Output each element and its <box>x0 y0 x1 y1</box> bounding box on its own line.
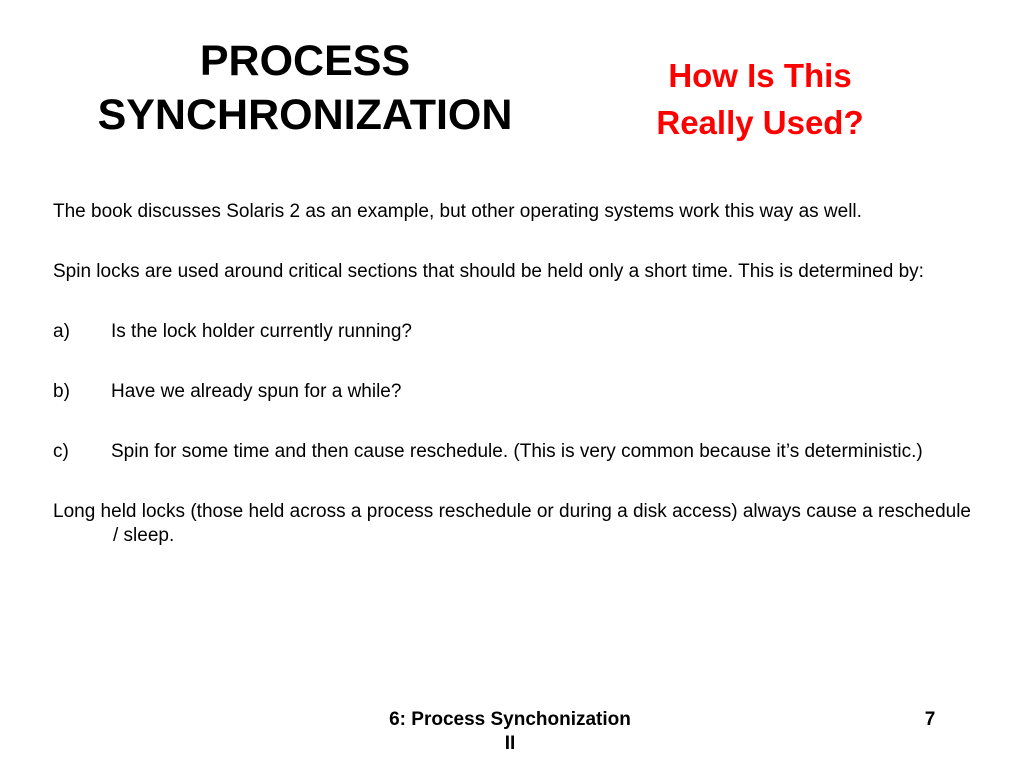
list-text: Spin for some time and then cause reschedule. (This is very common because it’s deterministic.) <box>111 441 923 462</box>
list-item-b <box>53 380 971 404</box>
slide-body <box>53 200 971 548</box>
list-marker: a) <box>53 321 70 342</box>
slide-subtitle-line-2: Really Used? <box>656 104 864 141</box>
slide-footer <box>340 708 680 756</box>
slide-subtitle-line-1: How Is This <box>668 57 852 94</box>
page-number: 7 <box>924 709 936 730</box>
body-paragraph-closing: Long held locks (those held across a process reschedule or during a disk access) always cause a reschedule / sleep. <box>53 501 971 546</box>
list-item-a <box>53 320 971 344</box>
footer-line-1: 6: Process Synchonization <box>389 709 631 730</box>
slide-title-line-2: SYNCHRONIZATION <box>97 91 513 139</box>
list-item-c <box>53 440 971 464</box>
slide-subtitle <box>600 52 920 146</box>
list-marker: b) <box>53 381 70 402</box>
list-text: Is the lock holder currently running? <box>111 321 412 342</box>
list-text: Have we already spun for a while? <box>111 381 402 402</box>
slide-title <box>40 34 570 142</box>
footer-line-2: II <box>504 733 516 754</box>
slide-title-line-1: PROCESS <box>199 37 411 85</box>
body-paragraph-2: Spin locks are used around critical sections that should be held only a short time. This is determined by: <box>53 261 924 282</box>
body-paragraph-1: The book discusses Solaris 2 as an example, but other operating systems work this way as well. <box>53 201 862 222</box>
list-marker: c) <box>53 441 69 462</box>
